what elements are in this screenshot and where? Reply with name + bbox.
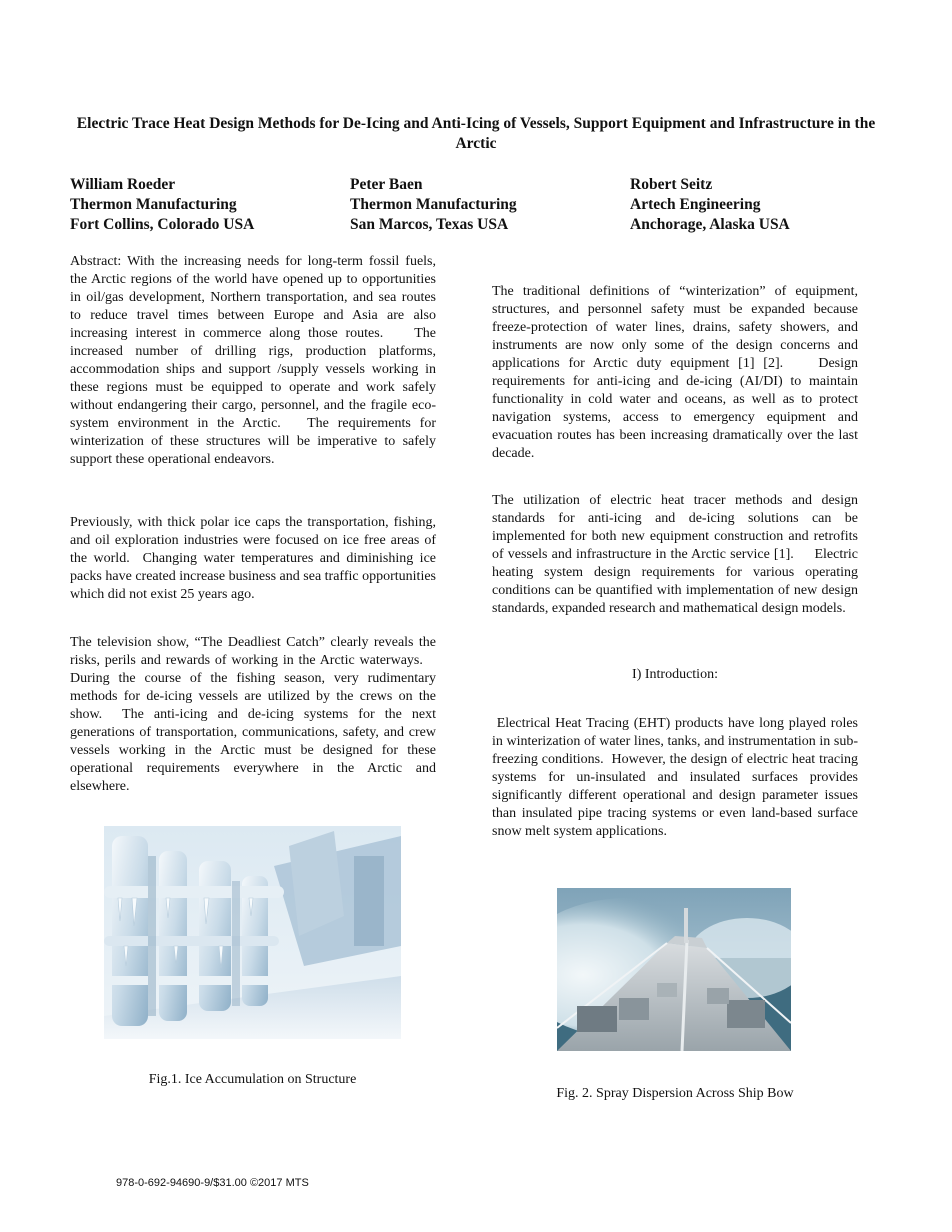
body-paragraph: The television show, “The Deadliest Catch” clearly reveals the risks, perils and rewards of working in the Arctic waterways. During the course of the fishing season, very rudimentary methods for de-icing vessels are utilized by the crews on the show. The anti-icing and de-icing systems for the next generations of transportation, communications, safety, and crew vessels working in the Arctic must be designed for these operational requirements everywhere in the Arctic and elsewhere. bbox=[70, 635, 436, 794]
author-location: Anchorage, Alaska USA bbox=[630, 216, 790, 233]
author-affiliation: Artech Engineering bbox=[630, 196, 761, 213]
figure-2-image bbox=[557, 888, 791, 1051]
body-paragraph: The utilization of electric heat tracer methods and design standards for anti-icing and de-icing solutions can be implemented for both new equipment construction and retrofits of vessels and infrastructure in the Arctic service [1]. Electric heating system design requirements for various operating conditions can be quantified with implementation of new design standards, expanded research and mathematical design models. bbox=[492, 493, 858, 616]
author-location: San Marcos, Texas USA bbox=[350, 216, 509, 233]
author-affiliation: Thermon Manufacturing bbox=[350, 196, 517, 213]
author-block-1 bbox=[70, 175, 254, 235]
section-heading: I) Introduction: bbox=[632, 667, 718, 682]
figure-2-caption: Fig. 2. Spray Dispersion Across Ship Bow bbox=[556, 1086, 794, 1101]
author-name: Peter Baen bbox=[350, 176, 423, 193]
author-block-3 bbox=[630, 175, 790, 235]
author-name: William Roeder bbox=[70, 176, 176, 193]
body-paragraph: The traditional definitions of “winterization” of equipment, structures, and personnel safety must be expanded because freeze-protection of water lines, drains, safety showers, and instruments are now only some of the design concerns and applications for Arctic duty equipment [1] [2]. Design requirements for anti-icing and de-icing (AI/DI) to maintain functionality in cold water and oceans, as well as to protect navigation systems, access to emergency equipment and evacuation routes has been increasing dramatically over the last decade. bbox=[492, 284, 858, 461]
intro-paragraph: Electrical Heat Tracing (EHT) products have long played roles in winterization of water lines, tanks, and instrumentation in sub-freezing conditions. However, the design of electric heat tracing systems for un-insulated and insulated surfaces provides significantly different operational and design parameter issues than insulated pipe tracing systems or even land-based surface snow melt system applications. bbox=[492, 716, 858, 839]
ship-bow-spray-illustration bbox=[557, 888, 791, 1051]
author-name: Robert Seitz bbox=[630, 176, 713, 193]
figure-1-caption: Fig.1. Ice Accumulation on Structure bbox=[148, 1072, 357, 1087]
copyright-footer: 978-0-692-94690-9/$31.00 ©2017 MTS bbox=[116, 1177, 309, 1189]
abstract-paragraph: Abstract: With the increasing needs for long-term fossil fuels, the Arctic regions of the world have opened up to opportunities in oil/gas development, Northern transportation, and sea routes to reduce travel times between Europe and Asia are also increasing interest in commerce along those routes. The increased number of drilling rigs, production platforms, accommodation ships and support /supply vessels working in these regions must be equipped to operate and work safely without endangering their cargo, personnel, and the fragile eco-system environment in the Arctic. The requirements for winterization of these structures will be imperative to safely support these operational endeavors. bbox=[70, 254, 436, 467]
author-location: Fort Collins, Colorado USA bbox=[70, 216, 255, 233]
body-paragraph: Previously, with thick polar ice caps the transportation, fishing, and oil exploration industries were focused on ice free areas of the world. Changing water temperatures and diminishing ice packs have created increase business and sea traffic opportunities which did not exist 25 years ago. bbox=[70, 515, 436, 602]
paper-title: Electric Trace Heat Design Methods for De-Icing and Anti-Icing of Vessels, Support Equipment and Infrastructure in the Arctic bbox=[76, 115, 876, 152]
author-block-2 bbox=[350, 175, 517, 235]
ice-structure-illustration bbox=[104, 826, 401, 1039]
author-affiliation: Thermon Manufacturing bbox=[70, 196, 237, 213]
figure-1-image bbox=[104, 826, 401, 1039]
